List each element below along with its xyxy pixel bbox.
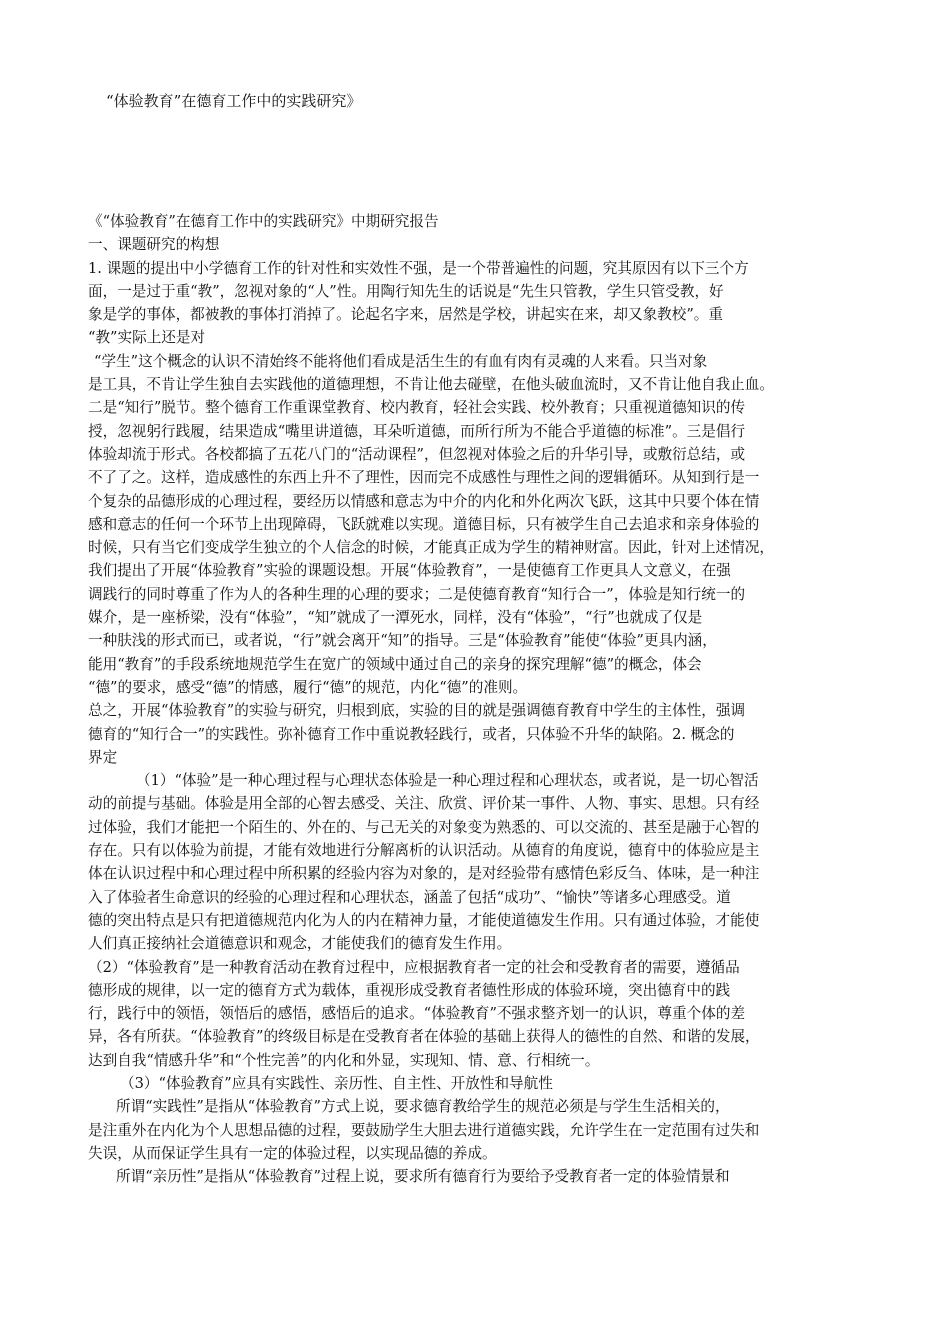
text-line: 我们提出了开展“体验教育”实验的课题设想。开展“体验教育”，一是使德育工作更具人文意义，在强 [88, 562, 731, 580]
text-line: 体验却流于形式。各校都搞了五花八门的“活动课程”，但忽视对体验之后的升华引导，或敷衍总结，或 [88, 445, 746, 463]
text-line: 个复杂的品德形成的心理过程，要经历以情感和意志为中介的内化和外化两次飞跃，这其中只要个体在情 [88, 492, 760, 510]
text-line: 所谓“实践性”是指从“体验教育”方式上说，要求德育教给学生的规范必须是与学生生活相关的， [116, 1098, 730, 1116]
text-line: 行，践行中的领悟，领悟后的感悟，感悟后的追求。“体验教育”不强求整齐划一的认识，尊重个体的差 [88, 1005, 746, 1023]
text-line: 德育的“知行合一”的实践性。弥补德育工作中重说教轻践行，或者，只体验不升华的缺陷。2. 概念的 [88, 725, 735, 743]
text-line: “学生”这个概念的认识不清始终不能将他们看成是活生生的有血有肉有灵魂的人来看。只当对象 [94, 352, 708, 370]
document-title: “体验教育”在德育工作中的实践研究》 [106, 92, 362, 110]
text-line: 失误，从而保证学生具有一定的体验过程，以实现品德的养成。 [88, 1144, 497, 1162]
text-line: 界定 [88, 748, 118, 766]
text-line: 面，一是过于重“教”，忽视对象的“人”性。用陶行知先生的话说是“先生只管教，学生只管受教，好 [88, 282, 724, 300]
text-line: 德的突出特点是只有把道德规范内化为人的内在精神力量，才能使道德发生作用。只有通过体验，才能使 [88, 911, 760, 929]
text-line: 二是“知行”脱节。整个德育工作重课堂教育、校内教育，轻社会实践、校外教育；只重视道德知识的传 [88, 399, 746, 417]
text-line: 异，各有所获。“体验教育”的终级目标是在受教育者在体验的基础上获得人的德性的自然、和谐的发展， [88, 1028, 760, 1046]
text-line: 调践行的同时尊重了作为人的各种生理的心理的要求；二是使德育教育“知行合一”，体验是知行统一的 [88, 585, 746, 603]
document-body [88, 210, 878, 1188]
text-line: （2）“体验教育”是一种教育活动在教育过程中，应根据教育者一定的社会和受教育者的需要，遵循品 [88, 958, 740, 976]
text-line: 动的前提与基础。体验是用全部的心智去感受、关注、欣赏、评价某一事件、人物、事实、思想。只有经 [88, 795, 760, 813]
text-line: 是注重外在内化为个人思想品德的过程，要鼓励学生大胆去进行道德实践，允许学生在一定范围有过失和 [88, 1121, 760, 1139]
text-line: 1. 课题的提出中小学德育工作的针对性和实效性不强，是一个带普遍性的问题，究其原因有以下三个方 [88, 259, 749, 277]
text-line: （3）“体验教育”应具有实践性、亲历性、自主性、开放性和导航性 [120, 1074, 553, 1092]
text-line: “教”实际上还是对 [88, 329, 206, 347]
text-line: 授，忽视躬行践履，结果造成“嘴里讲道德，耳朵听道德，而所行所为不能合乎道德的标准”。三是倡行 [88, 422, 746, 440]
text-line: “德”的要求，感受“德”的情感，履行“德”的规范，内化“德”的准则。 [88, 678, 528, 696]
text-line: 总之，开展“体验教育”的实验与研究，归根到底，实验的目的就是强调德育教育中学生的主体性，强调 [88, 702, 746, 720]
text-line: 象是学的事体，都被教的事体打消掉了。论起名字来，居然是学校，讲起实在来，却又象教校”。重 [88, 306, 723, 324]
text-line: 达到自我“情感升华”和“个性完善”的内化和外显，实现知、情、意、行相统一。 [88, 1051, 600, 1069]
text-line: 德形成的规律，以一定的德育方式为载体，重视形成受教育者德性形成的体验环境，突出德育中的践 [88, 981, 731, 999]
section-heading: 一、课题研究的构想 [88, 236, 220, 254]
text-line: 媒介，是一座桥梁，没有“体验”，“知”就成了一潭死水，同样，没有“体验”，“行”也就成了仅是 [88, 609, 703, 627]
text-line: 入了体验者生命意识的经验的心理过程和心理状态，涵盖了包括“成功”、“愉快”等诸多心理感受。道 [88, 888, 731, 906]
text-line: 一种肤浅的形式而已，或者说，“行”就会离开“知”的指导。三是“体验教育”能使“体验”更具内涵， [88, 632, 717, 650]
text-line: 时候，只有当它们变成学生独立的个人信念的时候，才能真正成为学生的精神财富。因此，针对上述情况， [88, 539, 774, 557]
text-line: 体在认识过程中和心理过程中所积累的经验内容为对象的，是对经验带有感情色彩反刍、体味，是一种注 [88, 865, 760, 883]
text-line: （1）“体验”是一种心理过程与心理状态体验是一种心理过程和心理状态，或者说，是一切心智活 [136, 772, 759, 790]
text-line: 所谓“亲历性”是指从“体验教育”过程上说，要求所有德育行为要给予受教育者一定的体验情景和 [116, 1168, 730, 1186]
text-line: 人们真正接纳社会道德意识和观念，才能使我们的德育发生作用。 [88, 935, 512, 953]
text-line: 过体验，我们才能把一个陌生的、外在的、与己无关的对象变为熟悉的、可以交流的、甚至是融于心智的 [88, 818, 760, 836]
text-line: 存在。只有以体验为前提，才能有效地进行分解离析的认识活动。从德育的角度说，德育中的体验应是主 [88, 842, 760, 860]
text-line: 不了了之。这样，造成感性的东西上升不了理性，因而完不成感性与理性之间的逻辑循环。从知到行是一 [88, 469, 760, 487]
report-heading: 《“体验教育”在德育工作中的实践研究》中期研究报告 [88, 213, 439, 230]
text-line: 感和意志的任何一个环节上出现障碍，飞跃就难以实现。道德目标，只有被学生自己去追求和亲身体验的 [88, 515, 760, 533]
text-line: 能用“教育”的手段系统地规范学生在宽广的领域中通过自己的亲身的探究理解“德”的概念，体会 [88, 655, 702, 673]
text-line: 是工具，不肯让学生独自去实践他的道德理想，不肯让他去碰壁，在他头破血流时，又不肯让他自我止血。 [88, 376, 774, 394]
